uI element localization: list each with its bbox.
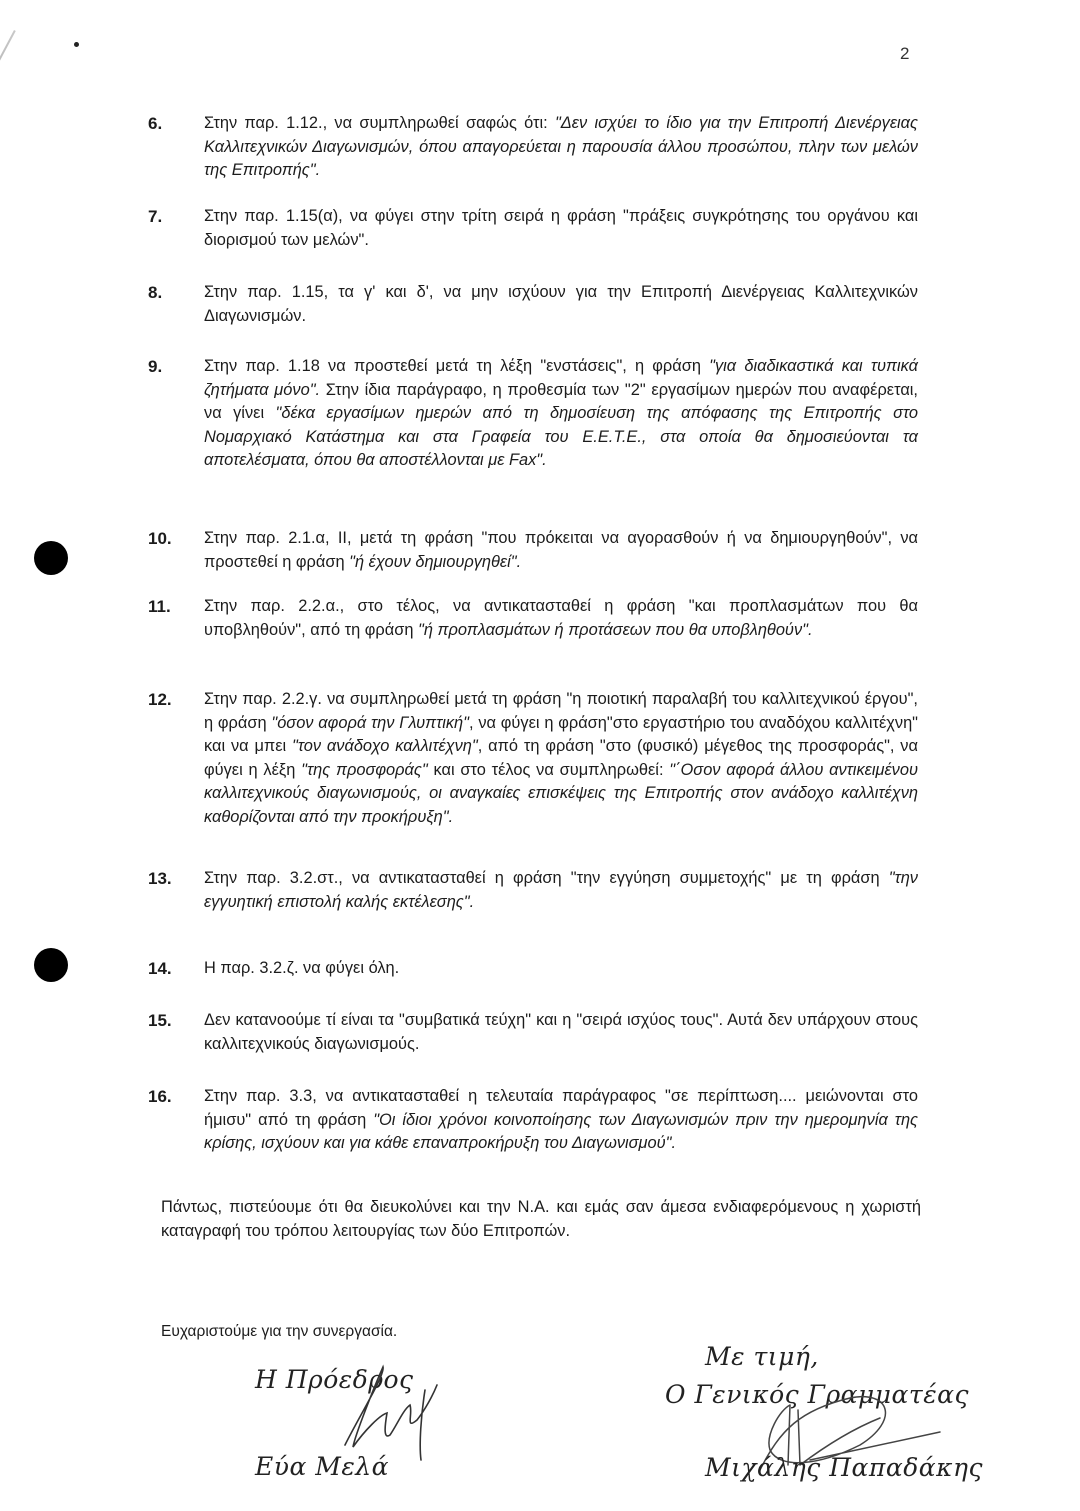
amendment-item <box>148 688 918 829</box>
amendment-item <box>148 355 918 473</box>
item-text <box>204 205 918 252</box>
item-number: 14. <box>148 959 172 978</box>
item-text <box>204 688 918 829</box>
amendment-item <box>148 595 918 642</box>
text-run: Στην παρ. 1.12., να συμπληρωθεί σαφώς ότι: <box>204 114 555 132</box>
scan-artifact-line <box>0 30 16 141</box>
punch-hole <box>34 948 68 982</box>
amendment-item <box>148 1009 918 1056</box>
quoted-phrase: "τον ανάδοχο καλλιτέχνη" <box>292 737 478 755</box>
quoted-phrase: "ή έχουν δημιουργηθεί". <box>349 552 522 571</box>
quoted-phrase: "Οι ίδιοι χρόνοι κοινοποίησης των Διαγωνισμών πριν την ημερομηνία της κρίσης, ισχύουν και για κάθε επαναπροκήρυξη του Διαγωνισμού". <box>204 1110 919 1152</box>
quoted-phrase: "της προσφοράς" <box>301 760 428 779</box>
signer-left-title: Η Πρόεδρος <box>255 1365 414 1394</box>
item-text <box>204 957 918 981</box>
quoted-phrase: "για διαδικαστικά και τυπικά ζητήματα μόνο". <box>204 357 918 399</box>
item-text <box>204 595 918 642</box>
text-run: Στην παρ. 1.15, τα γ' και δ', να μην ισχύουν για την Επιτροπή Διενέργειας Καλλιτεχνικών Διαγωνισμών. <box>204 283 918 325</box>
signer-left-name: Εύα Μελά <box>255 1452 390 1481</box>
text-run: Δεν κατανοούμε τί είναι τα "συμβατικά τεύχη" και η "σειρά ισχύος τους". Αυτά δεν υπάρχουν στους καλλιτεχνικούς διαγωνισμούς. <box>204 1011 918 1053</box>
text-run: Στην παρ. 3.2.στ., να αντικατασταθεί η φράση "την εγγύηση συμμετοχής" με τη φράση <box>204 869 889 887</box>
text-run: , να φύγει η φράση"στο εργαστήριο του αναδόχου καλλιτέχνη" και να μπει <box>204 713 919 755</box>
text-run: Η παρ. 3.2.ζ. να φύγει όλη. <box>204 959 400 977</box>
item-text <box>204 281 918 328</box>
quoted-phrase: "δέκα εργασίμων ημερών από τη δημοσίευση της απόφασης της Επιτροπής στο Νομαρχιακό Κατάστημα και στα Γραφεία του Ε.Ε.Τ.Ε., στα οποία θα δημοσιεύονται τα αποτελέσματα, όπου θα αποστέλλονται με Fax". <box>204 404 918 469</box>
signer-right-salutation: Με τιμή, <box>705 1342 819 1371</box>
text-run: και στο τέλος να συμπληρωθεί: <box>427 760 670 779</box>
quoted-phrase: "την εγγυητική επιστολή καλής εκτέλεσης". <box>204 869 918 911</box>
amendment-item <box>148 957 918 981</box>
thanks-line: Ευχαριστούμε για την συνεργασία. <box>161 1323 398 1340</box>
text-run: Στην παρ. 2.2.α., στο τέλος, να αντικατασταθεί η φράση "και προπλασμάτων που θα υποβληθούν", από τη φράση <box>204 597 918 639</box>
text-run: Στην παρ. 3.3, να αντικατασταθεί η τελευταία παράγραφος "σε περίπτωση.... μειώνονται στο ήμισυ" από τη φράση <box>204 1087 918 1129</box>
text-run: Στην παρ. 2.1.α, ΙΙ, μετά τη φράση "που πρόκειται να αγορασθούν ή να δημιουργηθούν", να προστεθεί η φράση <box>204 529 918 571</box>
amendment-item <box>148 1085 918 1156</box>
item-text <box>204 112 918 183</box>
item-number: 13. <box>148 869 172 888</box>
item-text <box>204 527 918 574</box>
text-run: , από τη φράση "στο (φυσικό) μέγεθος της προσφοράς", να φύγει η λέξη <box>204 737 918 779</box>
item-number: 16. <box>148 1087 172 1106</box>
item-number: 6. <box>148 114 163 133</box>
amendment-item <box>148 205 918 252</box>
punch-hole <box>34 541 68 575</box>
amendment-item <box>148 112 918 183</box>
text-run: Στην παρ. 2.2.γ. να συμπληρωθεί μετά τη φράση "η ποιοτική παραλαβή του καλλιτεχνικού έργου", η φράση <box>204 690 918 732</box>
item-number: 8. <box>148 283 163 302</box>
text-run: Στην παρ. 1.18 να προστεθεί μετά τη λέξη "ενστάσεις", η φράση <box>204 357 710 375</box>
text-run: Στην ίδια παράγραφο, η προθεσμία των "2" εργασίμων ημερών που αναφέρεται, να γίνει <box>204 380 918 422</box>
scan-artifact-dot <box>74 42 79 47</box>
item-text <box>204 1085 918 1156</box>
item-number: 15. <box>148 1011 172 1030</box>
item-number: 12. <box>148 690 172 709</box>
item-number: 9. <box>148 357 163 376</box>
item-text <box>204 1009 918 1056</box>
item-number: 7. <box>148 207 163 226</box>
quoted-phrase: "ή προπλασμάτων ή προτάσεων που θα υποβληθούν". <box>418 620 813 639</box>
amendment-item <box>148 527 918 574</box>
closing-paragraph: Πάντως, πιστεύουμε ότι θα διευκολύνει και την Ν.Α. και εμάς σαν άμεσα ενδιαφερόμενους η χωριστή καταγραφή του τρόπου λειτουργίας των δύο Επιτροπών. <box>161 1198 921 1240</box>
page-number: 2 <box>900 44 910 63</box>
item-number: 10. <box>148 529 172 548</box>
signer-right-title: Ο Γενικός Γραμματέας <box>665 1380 970 1409</box>
quoted-phrase: "όσον αφορά την Γλυπτική" <box>271 713 469 732</box>
item-text <box>204 867 918 914</box>
amendment-item <box>148 281 918 328</box>
quoted-phrase: "΄Οσον αφορά άλλου αντικειμένου καλλιτεχνικούς διαγωνισμούς, οι αναγκαίες επισκέψεις της Επιτροπής στον ανάδοχο καλλιτέχνη καθορίζονται από την προκήρυξη". <box>204 760 918 826</box>
item-number: 11. <box>148 597 171 616</box>
item-text <box>204 355 918 473</box>
signer-right-name: Μιχάλης Παπαδάκης <box>705 1453 984 1482</box>
amendment-item <box>148 867 918 914</box>
quoted-phrase: "Δεν ισχύει το ίδιο για την Επιτροπή Διενέργειας Καλλιτεχνικών Διαγωνισμών, όπου απαγορεύεται η παρουσία άλλου προσώπου, πλην των μελών της Επιτροπής". <box>204 114 919 179</box>
text-run: Στην παρ. 1.15(α), να φύγει στην τρίτη σειρά η φράση "πράξεις συγκρότησης του οργάνου και διορισμού των μελών". <box>204 207 918 249</box>
signature-left-scribble <box>325 1355 455 1465</box>
